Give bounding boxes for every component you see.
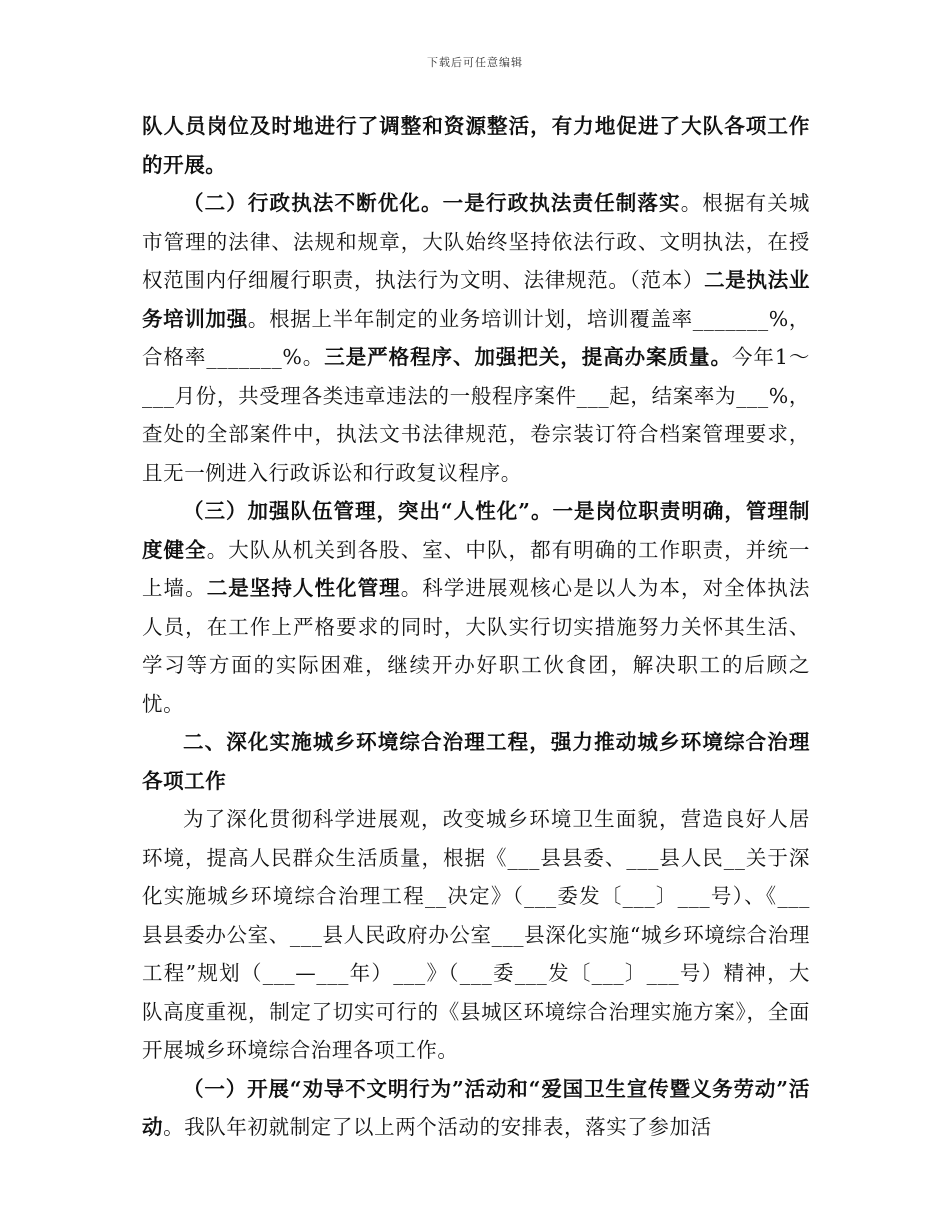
bold-text: 二、深化实施城乡环境综合治理工程，强力推动城乡环境综合治理各项工作 xyxy=(142,730,810,793)
bold-text: （一）开展“劝导不文明行为”活动和“爱国卫生宣传暨义务劳动”活动 xyxy=(142,1076,810,1139)
body-text: 。大队从机关到各股、室、中队，都有明确的工作职责，并统一上墙。 xyxy=(142,537,810,600)
bold-text: 队人员岗位及时地进行了调整和资源整活，有力地促进了大队各项工作的开展。 xyxy=(142,114,810,177)
page-header: 下载后可任意编辑 xyxy=(427,56,523,69)
bold-text: 二是坚持人性化管理 xyxy=(206,576,401,600)
document-body xyxy=(142,107,810,1147)
bold-text: （三）加强队伍管理，突出“人性化”。一是岗位职责明确，管理制度健全 xyxy=(142,499,810,562)
body-text: 为了深化贯彻科学进展观，改变城乡环境卫生面貌，营造良好人居环境，提高人民群众生活质量，根据《___县县委、___县人民__关于深化实施城乡环境综合治理工程__决定》（___委发〔___〕___号）、《___县县委办公室、___县人民政府办公室___县深化实施“城乡环境综合治理工程”规划（___—___年）___》（___委___发〔___〕___号）精神，大队高度重视，制定了切实可行的《县城区环境综合治理实施方案》，全面开展城乡环境综合治理各项工作。 xyxy=(142,807,810,1062)
body-text: 。科学进展观核心是以人为本，对全体执法人员，在工作上严格要求的同时，大队实行切实措施努力关怀其生活、学习等方面的实际困难，继续开办好职工伙食团，解决职工的后顾之忧。 xyxy=(142,576,810,716)
paragraph xyxy=(142,1070,810,1147)
bold-text: 二是执法业务培训加强 xyxy=(142,268,811,331)
paragraph xyxy=(142,184,810,492)
body-text: 。我队年初就制定了以上两个活动的安排表，落实了参加活 xyxy=(163,1115,712,1139)
body-text: 。根据有关城市管理的法律、法规和规章，大队始终坚持依法行政、文明执法，在授权范围内仔细履行职责，执法行为文明、法律规范。（范本） xyxy=(142,191,810,292)
bold-text: （二）行政执法不断优化。一是行政执法责任制落实 xyxy=(183,191,681,215)
section-heading xyxy=(142,723,810,800)
bold-text: 三是严格程序、加强把关，提高办案质量。 xyxy=(324,345,732,369)
paragraph xyxy=(142,800,810,1070)
body-text: 今年1～___月份，共受理各类违章违法的一般程序案件___起，结案率为___%，查处的全部案件中，执法文书法律规范，卷宗装订符合档案管理要求，且无一例进入行政诉讼和行政复议程序。 xyxy=(142,345,810,485)
paragraph xyxy=(142,492,810,723)
body-text: 。根据上半年制定的业务培训计划，培训覆盖率_______%，合格率_______%。 xyxy=(142,306,810,369)
paragraph xyxy=(142,107,810,184)
